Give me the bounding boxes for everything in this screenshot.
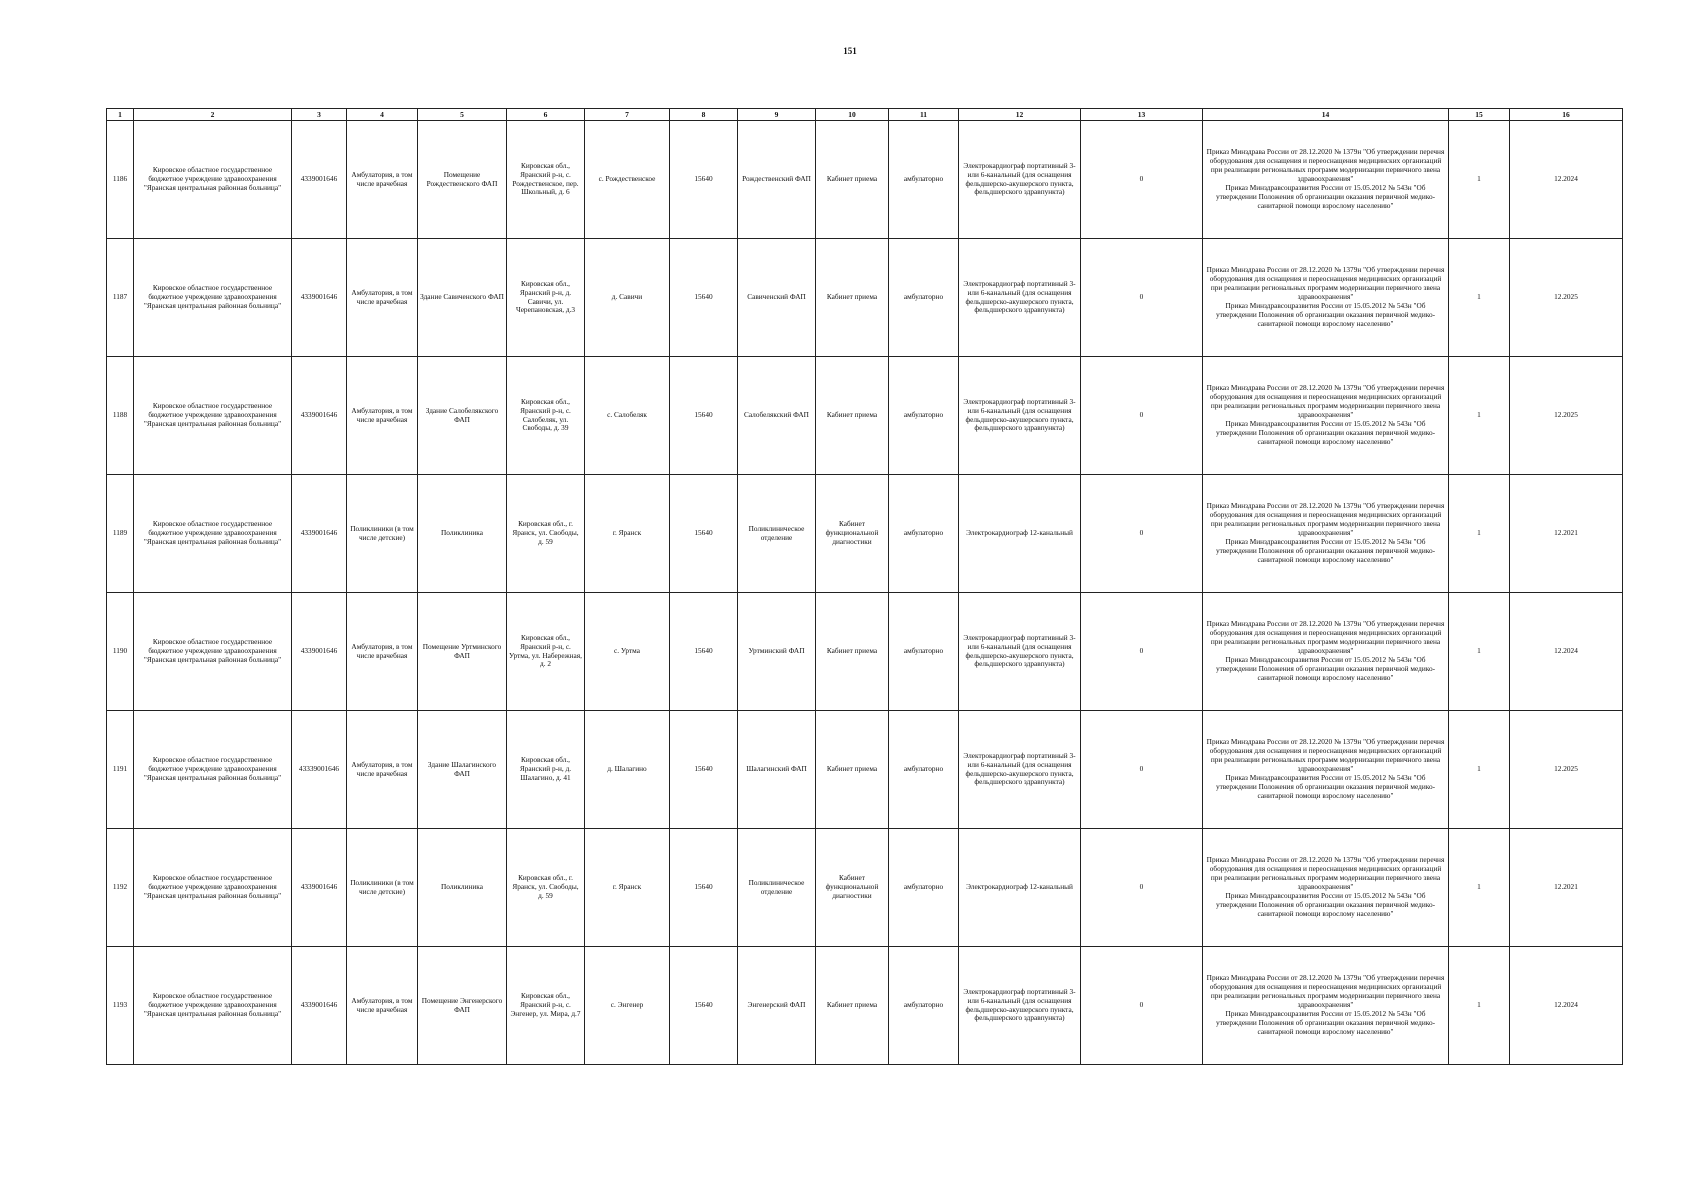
equipment: Электрокардиограф портативный 3- или 6-канальный (для оснащения фельдшерско-акушерского пункта, фельдшерского здравпункта) bbox=[959, 947, 1081, 1065]
quantity-available: 0 bbox=[1081, 947, 1203, 1065]
equipment: Электрокардиограф портативный 3- или 6-канальный (для оснащения фельдшерско-акушерского пункта, фельдшерского здравпункта) bbox=[959, 357, 1081, 475]
locality: д. Савичи bbox=[585, 239, 670, 357]
table-row bbox=[107, 947, 1623, 1065]
organization-name: Кировское областное государственное бюджетное учреждение здравоохранения "Яранская центральная районная больница" bbox=[134, 711, 292, 829]
unit: Поликлиническое отделение bbox=[738, 475, 816, 593]
row-number: 1186 bbox=[107, 121, 134, 239]
locality: с. Салобеляк bbox=[585, 357, 670, 475]
cabinet: Кабинет приема bbox=[816, 121, 889, 239]
legal-basis bbox=[1203, 475, 1449, 593]
inn: 4339001646 bbox=[292, 475, 347, 593]
facility-type: Амбулатория, в том числе врачебная bbox=[347, 593, 418, 711]
legal-basis-order-543n: Приказ Минздравсоцразвития России от 15.05.2012 № 543н "Об утверждении Положения об организации оказания первичной медико-санитарной помощи взрослому населению" bbox=[1215, 300, 1436, 328]
address: Кировская обл., г. Яранск, ул. Свободы, д. 59 bbox=[507, 829, 585, 947]
column-number: 10 bbox=[816, 109, 889, 121]
legal-basis-order-1379n: Приказ Минздрава России от 28.12.2020 № 1379н "Об утверждении перечня оборудования для оснащения и переоснащения медицинских организаций при реализации региональных программ модернизации первичного звена здравоохранения" bbox=[1206, 265, 1445, 302]
column-number: 7 bbox=[585, 109, 670, 121]
equipment: Электрокардиограф портативный 3- или 6-канальный (для оснащения фельдшерско-акушерского пункта, фельдшерского здравпункта) bbox=[959, 711, 1081, 829]
legal-basis-order-543n: Приказ Минздравсоцразвития России от 15.05.2012 № 543н "Об утверждении Положения об организации оказания первичной медико-санитарной помощи взрослому населению" bbox=[1215, 418, 1436, 446]
column-number: 11 bbox=[889, 109, 959, 121]
inn: 4339001646 bbox=[292, 593, 347, 711]
quantity-available: 0 bbox=[1081, 593, 1203, 711]
locality-code: 15640 bbox=[670, 475, 738, 593]
locality: д. Шалагино bbox=[585, 711, 670, 829]
quantity-available: 0 bbox=[1081, 475, 1203, 593]
locality-code: 15640 bbox=[670, 947, 738, 1065]
legal-basis bbox=[1203, 357, 1449, 475]
row-number: 1187 bbox=[107, 239, 134, 357]
care-condition: амбулаторно bbox=[889, 711, 959, 829]
column-number: 13 bbox=[1081, 109, 1203, 121]
legal-basis-order-1379n: Приказ Минздрава России от 28.12.2020 № 1379н "Об утверждении перечня оборудования для оснащения и переоснащения медицинских организаций при реализации региональных программ модернизации первичного звена здравоохранения" bbox=[1206, 855, 1445, 892]
locality-code: 15640 bbox=[670, 121, 738, 239]
quantity-available: 0 bbox=[1081, 239, 1203, 357]
equipment: Электрокардиограф портативный 3- или 6-канальный (для оснащения фельдшерско-акушерского пункта, фельдшерского здравпункта) bbox=[959, 239, 1081, 357]
table-row bbox=[107, 239, 1623, 357]
column-number: 4 bbox=[347, 109, 418, 121]
address: Кировская обл., Яранский р-н, д. Савичи, ул. Черепановская, д.3 bbox=[507, 239, 585, 357]
column-number: 2 bbox=[134, 109, 292, 121]
row-number: 1193 bbox=[107, 947, 134, 1065]
column-number: 8 bbox=[670, 109, 738, 121]
unit: Рождественский ФАП bbox=[738, 121, 816, 239]
inn: 4339001646 bbox=[292, 121, 347, 239]
quantity-needed: 1 bbox=[1449, 947, 1510, 1065]
column-number: 14 bbox=[1203, 109, 1449, 121]
locality-code: 15640 bbox=[670, 357, 738, 475]
building: Здание Салобелякского ФАП bbox=[418, 357, 507, 475]
row-number: 1190 bbox=[107, 593, 134, 711]
quantity-needed: 1 bbox=[1449, 357, 1510, 475]
unit: Уртминский ФАП bbox=[738, 593, 816, 711]
legal-basis-order-543n: Приказ Минздравсоцразвития России от 15.05.2012 № 543н "Об утверждении Положения об организации оказания первичной медико-санитарной помощи взрослому населению" bbox=[1215, 1008, 1436, 1036]
inn: 4339001646 bbox=[292, 947, 347, 1065]
inn: 4339001646 bbox=[292, 239, 347, 357]
unit: Шалагинский ФАП bbox=[738, 711, 816, 829]
organization-name: Кировское областное государственное бюджетное учреждение здравоохранения "Яранская центральная районная больница" bbox=[134, 829, 292, 947]
address: Кировская обл., Яранский р-н, с. Уртма, ул. Набережная, д. 2 bbox=[507, 593, 585, 711]
facility-type: Амбулатория, в том числе врачебная bbox=[347, 947, 418, 1065]
legal-basis bbox=[1203, 239, 1449, 357]
cabinet: Кабинет приема bbox=[816, 239, 889, 357]
organization-name: Кировское областное государственное бюджетное учреждение здравоохранения "Яранская центральная районная больница" bbox=[134, 357, 292, 475]
unit: Энгенерский ФАП bbox=[738, 947, 816, 1065]
address: Кировская обл., Яранский р-н, с. Энгенер, ул. Мира, д.7 bbox=[507, 947, 585, 1065]
care-condition: амбулаторно bbox=[889, 121, 959, 239]
building: Помещение Рождественского ФАП bbox=[418, 121, 507, 239]
facility-type: Поликлиники (в том числе детские) bbox=[347, 829, 418, 947]
delivery-date: 12.2025 bbox=[1510, 357, 1623, 475]
unit: Савиченский ФАП bbox=[738, 239, 816, 357]
care-condition: амбулаторно bbox=[889, 947, 959, 1065]
cabinet: Кабинет приема bbox=[816, 947, 889, 1065]
address: Кировская обл., Яранский р-н, д. Шалагино, д. 41 bbox=[507, 711, 585, 829]
column-number: 9 bbox=[738, 109, 816, 121]
facility-type: Поликлиники (в том числе детские) bbox=[347, 475, 418, 593]
row-number: 1192 bbox=[107, 829, 134, 947]
legal-basis-order-543n: Приказ Минздравсоцразвития России от 15.05.2012 № 543н "Об утверждении Положения об организации оказания первичной медико-санитарной помощи взрослому населению" bbox=[1215, 182, 1436, 210]
building: Помещение Энгенерского ФАП bbox=[418, 947, 507, 1065]
table-row bbox=[107, 711, 1623, 829]
table-row bbox=[107, 475, 1623, 593]
facility-type: Амбулатория, в том числе врачебная bbox=[347, 357, 418, 475]
delivery-date: 12.2021 bbox=[1510, 475, 1623, 593]
page-number: 151 bbox=[843, 46, 857, 56]
cabinet: Кабинет функциональной диагностики bbox=[816, 829, 889, 947]
care-condition: амбулаторно bbox=[889, 829, 959, 947]
unit: Поликлиническое отделение bbox=[738, 829, 816, 947]
organization-name: Кировское областное государственное бюджетное учреждение здравоохранения "Яранская центральная районная больница" bbox=[134, 121, 292, 239]
legal-basis bbox=[1203, 593, 1449, 711]
legal-basis bbox=[1203, 121, 1449, 239]
facility-type: Амбулатория, в том числе врачебная bbox=[347, 121, 418, 239]
column-number: 5 bbox=[418, 109, 507, 121]
legal-basis-order-1379n: Приказ Минздрава России от 28.12.2020 № 1379н "Об утверждении перечня оборудования для оснащения и переоснащения медицинских организаций при реализации региональных программ модернизации первичного звена здравоохранения" bbox=[1206, 737, 1445, 774]
quantity-needed: 1 bbox=[1449, 121, 1510, 239]
column-number: 1 bbox=[107, 109, 134, 121]
locality-code: 15640 bbox=[670, 829, 738, 947]
quantity-needed: 1 bbox=[1449, 593, 1510, 711]
cabinet: Кабинет приема bbox=[816, 593, 889, 711]
address: Кировская обл., г. Яранск, ул. Свободы, д. 59 bbox=[507, 475, 585, 593]
care-condition: амбулаторно bbox=[889, 357, 959, 475]
locality-code: 15640 bbox=[670, 239, 738, 357]
building: Поликлиника bbox=[418, 829, 507, 947]
organization-name: Кировское областное государственное бюджетное учреждение здравоохранения "Яранская центральная районная больница" bbox=[134, 239, 292, 357]
cabinet: Кабинет приема bbox=[816, 711, 889, 829]
organization-name: Кировское областное государственное бюджетное учреждение здравоохранения "Яранская центральная районная больница" bbox=[134, 947, 292, 1065]
care-condition: амбулаторно bbox=[889, 239, 959, 357]
column-number: 6 bbox=[507, 109, 585, 121]
quantity-needed: 1 bbox=[1449, 711, 1510, 829]
legal-basis-order-1379n: Приказ Минздрава России от 28.12.2020 № 1379н "Об утверждении перечня оборудования для оснащения и переоснащения медицинских организаций при реализации региональных программ модернизации первичного звена здравоохранения" bbox=[1206, 147, 1445, 184]
equipment: Электрокардиограф портативный 3- или 6-канальный (для оснащения фельдшерско-акушерского пункта, фельдшерского здравпункта) bbox=[959, 121, 1081, 239]
quantity-needed: 1 bbox=[1449, 475, 1510, 593]
quantity-available: 0 bbox=[1081, 711, 1203, 829]
column-number-row bbox=[107, 109, 1623, 121]
address: Кировская обл., Яранский р-н, с. Салобеляк, ул. Свободы, д. 39 bbox=[507, 357, 585, 475]
legal-basis-order-543n: Приказ Минздравсоцразвития России от 15.05.2012 № 543н "Об утверждении Положения об организации оказания первичной медико-санитарной помощи взрослому населению" bbox=[1215, 772, 1436, 800]
row-number: 1189 bbox=[107, 475, 134, 593]
locality: с. Энгенер bbox=[585, 947, 670, 1065]
locality: с. Уртма bbox=[585, 593, 670, 711]
address: Кировская обл., Яранский р-н, с. Рождественское, пер. Школьный, д. 6 bbox=[507, 121, 585, 239]
equipment: Электрокардиограф портативный 3- или 6-канальный (для оснащения фельдшерско-акушерского пункта, фельдшерского здравпункта) bbox=[959, 593, 1081, 711]
organization-name: Кировское областное государственное бюджетное учреждение здравоохранения "Яранская центральная районная больница" bbox=[134, 475, 292, 593]
column-number: 16 bbox=[1510, 109, 1623, 121]
inn: 43339001646 bbox=[292, 711, 347, 829]
legal-basis bbox=[1203, 947, 1449, 1065]
building: Здание Савиченского ФАП bbox=[418, 239, 507, 357]
locality: с. Рождественское bbox=[585, 121, 670, 239]
cabinet: Кабинет приема bbox=[816, 357, 889, 475]
row-number: 1191 bbox=[107, 711, 134, 829]
care-condition: амбулаторно bbox=[889, 475, 959, 593]
column-number: 3 bbox=[292, 109, 347, 121]
quantity-needed: 1 bbox=[1449, 239, 1510, 357]
legal-basis-order-543n: Приказ Минздравсоцразвития России от 15.05.2012 № 543н "Об утверждении Положения об организации оказания первичной медико-санитарной помощи взрослому населению" bbox=[1215, 536, 1436, 564]
delivery-date: 12.2025 bbox=[1510, 239, 1623, 357]
legal-basis-order-1379n: Приказ Минздрава России от 28.12.2020 № 1379н "Об утверждении перечня оборудования для оснащения и переоснащения медицинских организаций при реализации региональных программ модернизации первичного звена здравоохранения" bbox=[1206, 619, 1445, 656]
quantity-available: 0 bbox=[1081, 357, 1203, 475]
quantity-needed: 1 bbox=[1449, 829, 1510, 947]
locality: г. Яранск bbox=[585, 829, 670, 947]
legal-basis bbox=[1203, 829, 1449, 947]
locality-code: 15640 bbox=[670, 593, 738, 711]
delivery-date: 12.2024 bbox=[1510, 121, 1623, 239]
legal-basis-order-1379n: Приказ Минздрава России от 28.12.2020 № 1379н "Об утверждении перечня оборудования для оснащения и переоснащения медицинских организаций при реализации региональных программ модернизации первичного звена здравоохранения" bbox=[1206, 383, 1445, 420]
column-number: 15 bbox=[1449, 109, 1510, 121]
inn: 4339001646 bbox=[292, 357, 347, 475]
equipment-register-table bbox=[106, 108, 1623, 1065]
table-row bbox=[107, 121, 1623, 239]
table-row bbox=[107, 357, 1623, 475]
delivery-date: 12.2025 bbox=[1510, 711, 1623, 829]
inn: 4339001646 bbox=[292, 829, 347, 947]
locality-code: 15640 bbox=[670, 711, 738, 829]
legal-basis bbox=[1203, 711, 1449, 829]
quantity-available: 0 bbox=[1081, 121, 1203, 239]
facility-type: Амбулатория, в том числе врачебная bbox=[347, 711, 418, 829]
legal-basis-order-543n: Приказ Минздравсоцразвития России от 15.05.2012 № 543н "Об утверждении Положения об организации оказания первичной медико-санитарной помощи взрослому населению" bbox=[1215, 654, 1436, 682]
legal-basis-order-1379n: Приказ Минздрава России от 28.12.2020 № 1379н "Об утверждении перечня оборудования для оснащения и переоснащения медицинских организаций при реализации региональных программ модернизации первичного звена здравоохранения" bbox=[1206, 973, 1445, 1010]
legal-basis-order-543n: Приказ Минздравсоцразвития России от 15.05.2012 № 543н "Об утверждении Положения об организации оказания первичной медико-санитарной помощи взрослому населению" bbox=[1215, 890, 1436, 918]
building: Поликлиника bbox=[418, 475, 507, 593]
equipment: Электрокардиограф 12-канальный bbox=[959, 829, 1081, 947]
delivery-date: 12.2024 bbox=[1510, 947, 1623, 1065]
legal-basis-order-1379n: Приказ Минздрава России от 28.12.2020 № 1379н "Об утверждении перечня оборудования для оснащения и переоснащения медицинских организаций при реализации региональных программ модернизации первичного звена здравоохранения" bbox=[1206, 501, 1445, 538]
unit: Салобелякский ФАП bbox=[738, 357, 816, 475]
row-number: 1188 bbox=[107, 357, 134, 475]
cabinet: Кабинет функциональной диагностики bbox=[816, 475, 889, 593]
organization-name: Кировское областное государственное бюджетное учреждение здравоохранения "Яранская центральная районная больница" bbox=[134, 593, 292, 711]
delivery-date: 12.2021 bbox=[1510, 829, 1623, 947]
column-number: 12 bbox=[959, 109, 1081, 121]
equipment: Электрокардиограф 12-канальный bbox=[959, 475, 1081, 593]
facility-type: Амбулатория, в том числе врачебная bbox=[347, 239, 418, 357]
care-condition: амбулаторно bbox=[889, 593, 959, 711]
building: Помещение Уртминского ФАП bbox=[418, 593, 507, 711]
table-row bbox=[107, 829, 1623, 947]
quantity-available: 0 bbox=[1081, 829, 1203, 947]
building: Здание Шалагинского ФАП bbox=[418, 711, 507, 829]
locality: г. Яранск bbox=[585, 475, 670, 593]
table-row bbox=[107, 593, 1623, 711]
delivery-date: 12.2024 bbox=[1510, 593, 1623, 711]
